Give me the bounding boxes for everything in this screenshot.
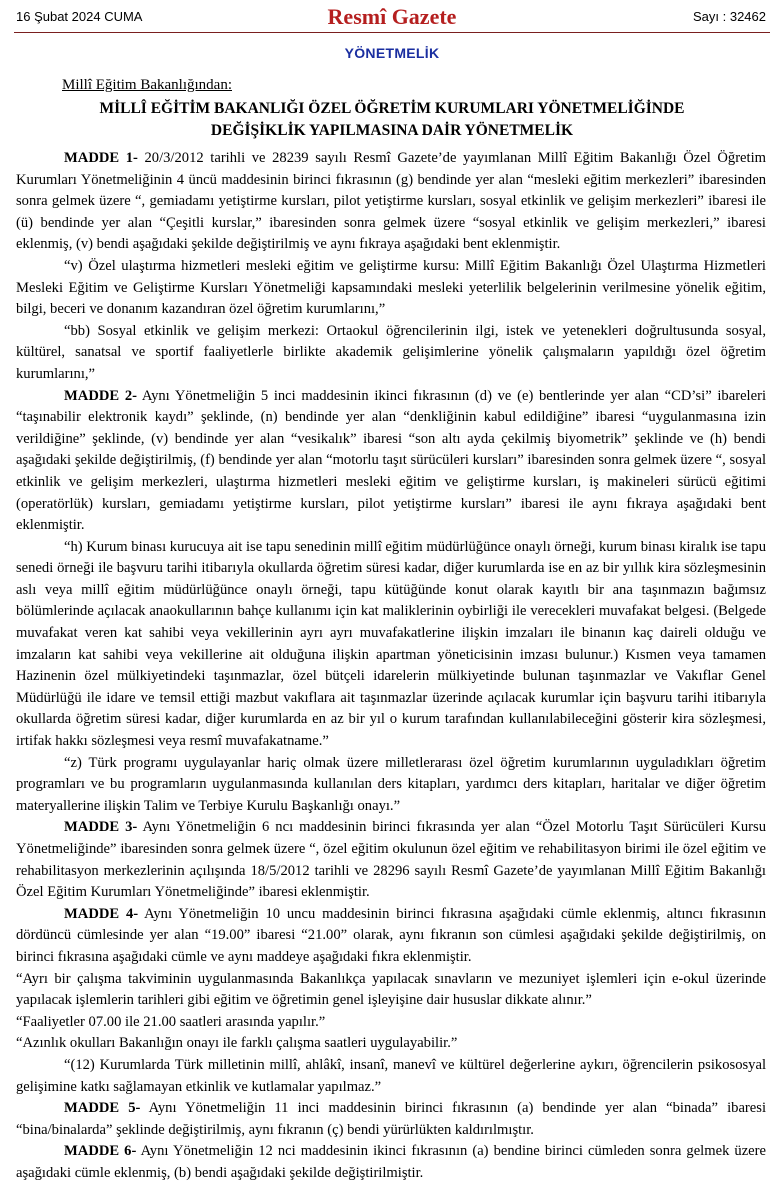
article-label: MADDE 1- [64,150,138,166]
article-paragraph [16,1098,766,1141]
paragraph [16,1012,766,1034]
paragraph-text: “v) Özel ulaştırma hizmetleri mesleki eğitim ve geliştirme kursu: Millî Eğitim Bakanlığı Özel Ulaştırma Hizmetleri Mesleki Eğitim ve Geliştirme Kursları Yönetmeliği kapsamındaki mesleki yeterlilik belgelerinin verilmesine yönelik eğitim, bilgi, beceri ve donanım kazandıran özel öğretim kurumlarını,” [16,257,766,318]
gazette-name: Resmî Gazete [327,4,457,29]
paragraph-text: “(12) Kurumlarda Türk milletinin millî, ahlâkî, insanî, manevî ve kültürel değerlerine aykırı, öğrencilerin psikososyal gelişimine katkı sağlamayan etkinlik ve kutlamalar yapılmaz.” [16,1056,766,1095]
header-date: 16 Şubat 2024 CUMA [16,9,143,24]
article-paragraph [16,148,766,256]
paragraph-text: “Faaliyetler 07.00 ile 21.00 saatleri arasında yapılır.” [16,1013,326,1030]
paragraph [16,969,766,1012]
paragraph [16,256,766,321]
paragraph [16,1033,766,1055]
gazette-header [14,0,770,33]
regulation-title-line1: MİLLÎ EĞİTİM BAKANLIĞI ÖZEL ÖĞRETİM KURUMLARI YÖNETMELİĞİNDE [99,100,685,117]
paragraph-text: “bb) Sosyal etkinlik ve gelişim merkezi: Ortaokul öğrencilerinin ilgi, istek ve yetenekleri doğrultusunda sosyal, kültürel, sanatsal ve sportif faaliyetlerle birlikte akademik gelişimlerine yönelik çalışmaların yapıldığı özel öğretim kurumlarını,” [16,322,766,382]
paragraph-text: Aynı Yönetmeliğin 5 inci maddesinin ikinci fıkrasının (d) ve (e) bentlerinde yer alan “CD’si” ibareleri “taşınabilir elektronik kaydı” şeklinde, (n) bendinde yer alan “denkliğinin kabul edildiğine” ibaresi “uygulanmasına izin verildiğine” şeklinde, (v) bendinde yer alan “vesikalık” ibaresi “son altı ayda çekilmiş biyometrik” şeklinde ve (h) bendi aşağıdaki şekilde değiştirilmiş, (f) bendinde yer alan “motorlu taşıt sürücüleri kursları” ibaresinden sonra gelmek üzere “, sosyal etkinlik ve gelişim merkezleri, ulaştırma hizmetleri mesleki eğitim ve geliştirme kursları, iş makineleri sürücü eğitimi (operatörlük) kursları, gemiadamı yetiştirme kursları, pilot yetiştirme kursları” ibaresi ile aynı fıkraya aşağıdaki bent eklenmiştir. [16,387,766,534]
article-label: MADDE 2- [64,387,137,404]
article-label: MADDE 6- [64,1143,137,1160]
article-paragraph [16,1141,766,1184]
paragraph [16,1055,766,1098]
ministry-name: Millî Eğitim Bakanlığından: [62,77,232,93]
paragraph-text: “Ayrı bir çalışma takviminin uygulanmasında Bakanlıkça yapılacak sınavların ve mezuniyet işlemleri için e-okul üzerinde yapılacak işlemlerin tarihleri gibi eğitim ve öğretimin genel işleyişine dair hususlar dikkate alınır.” [16,970,766,1009]
regulation-title [14,98,770,142]
article-label: MADDE 5- [64,1100,141,1117]
issue-number: Sayı : 32462 [693,9,766,24]
regulation-body [14,148,770,1185]
paragraph-text: 20/3/2012 tarihli ve 28239 sayılı Resmî Gazete’de yayımlanan Millî Eğitim Bakanlığı Özel Öğretim Kurumları Yönetmeliğinin 4 üncü maddesinin birinci fıkrasının (g) bendinde yer alan “mesleki eğitim merkezleri” ibaresinden sonra gelmek üzere “, gemiadamı yetiştirme kursları, pilot yetiştirme kursları, sosyal etkinlik ve gelişim merkezleri” ibaresi ile (ü) bendinde yer alan “Çeşitli kurslar,” ibaresinden sonra gelmek üzere “sosyal etkinlik ve gelişim merkezleri,” ibaresi eklenmiş, (v) bendi aşağıdaki şekilde değiştirilmiş ve aynı fıkraya aşağıdaki bent eklenmiştir. [16,150,766,253]
article-paragraph [16,817,766,903]
paragraph [16,537,766,753]
regulation-title-line2: DEĞİŞİKLİK YAPILMASINA DAİR YÖNETMELİK [210,122,574,139]
paragraph-text: Aynı Yönetmeliğin 11 inci maddesinin birinci fıkrasının (a) bendinde yer alan “binada” ibaresi “bina/binalarda” şeklinde değiştirilmiş, aynı fıkranın (ç) bendi yürürlükten kaldırılmıştır. [16,1100,767,1138]
paragraph [16,321,766,386]
paragraph [16,753,766,818]
article-label: MADDE 3- [64,819,138,836]
article-label: MADDE 4- [64,905,139,922]
paragraph-text: “h) Kurum binası kurucuya ait ise tapu senedinin millî eğitim müdürlüğünce onaylı örneği, kurum binası kiralık ise tapu senedi örneği ile başvuru tarihi itibarıyla okullarda öğretim süresi kadar, diğer kurumlarda ise en az bir yıllık kira sözleşmesinin aslı veya millî eğitim müdürlüğünce onaylı örneği, tapu kütüğünde konut olarak kayıtlı bir ana taşınmazın bağımsız bölümlerinde açılacak anaokullarının bahçe kullanımı için kat maliklerinin oybirliği ile verecekleri muvafakat belgesi. (Belgede muvafakat veren kat sahibi veya vekillerinin ayrı ayrı muvafakatlerine ilişkin imzaları ile binanın kaç daireli olduğu ve imzaların kat sahibi veya vekillerine ait olduğuna ilişkin apartman yöneticisinin imzası bulunur.) Kısmen veya tamamen Hazinenin özel mülkiyetindeki taşınmazlar, özel bütçeli idarelerin mülkiyetinde bulunan taşınmazlar ve Vakıflar Genel Müdürlüğü ile idare ve temsil ettiği mazbut vakıflara ait taşınmazlar üzerinde açılacak kurumlar için başvuru tarihi itibarıyla okullarda öğretim süresi kadar, diğer kurumlarda en az bir yıl o kurum tarafından kullanılabileceğini gösterir kira sözleşmesi, irtifak hakkı sözleşmesi veya resmî muvafakatname.” [16,538,766,750]
article-paragraph [16,386,766,537]
paragraph-text: “z) Türk programı uygulayanlar hariç olmak üzere milletlerarası özel öğretim kurumlarının uyguladıkları öğretim programları ve bu programların uygulanmasında kullanılan ders kitapları, yardımcı ders kitapları, haritalar ve diğer öğretim materyallerine ilişkin Talim ve Terbiye Kurulu Başkanlığı onayı.” [16,754,766,814]
section-title: YÖNETMELİK [344,45,440,61]
article-paragraph [16,904,766,969]
paragraph-text: Aynı Yönetmeliğin 10 uncu maddesinin birinci fıkrasına aşağıdaki cümle eklenmiş, altıncı fıkrasının dördüncü cümlesinde yer alan “19.00” ibaresi “21.00” olarak, aynı fıkranın son cümlesi aşağıdaki şekilde değiştirilmiş, on birinci fıkrasına aşağıdaki cümle ve aynı maddeye aşağıdaki fıkra eklenmiştir. [16,905,766,965]
paragraph-text: “Azınlık okulları Bakanlığın onayı ile farklı çalışma saatleri uygulayabilir.” [16,1035,458,1052]
paragraph-text: Aynı Yönetmeliğin 6 ncı maddesinin birinci fıkrasında yer alan “Özel Motorlu Taşıt Sürücüleri Kursu Yönetmeliğinde” ibaresinden sonra gelmek üzere “, özel eğitim okulunun özel eğitim ve rehabilitasyon birimi ile özel eğitim ve rehabilitasyon merkezlerinin açılışında 18/5/2012 tarihli ve 28296 sayılı Resmî Gazete’de yayımlanan Millî Eğitim Bakanlığı Özel Eğitim Kurumları Yönetmeliğinde” ibaresi eklenmiştir. [16,819,766,901]
paragraph-text: Aynı Yönetmeliğin 12 nci maddesinin ikinci fıkrasının (a) bendine birinci cümleden sonra gelmek üzere aşağıdaki cümle eklenmiş, (b) bendi aşağıdaki şekilde değiştirilmiştir. [16,1143,767,1181]
